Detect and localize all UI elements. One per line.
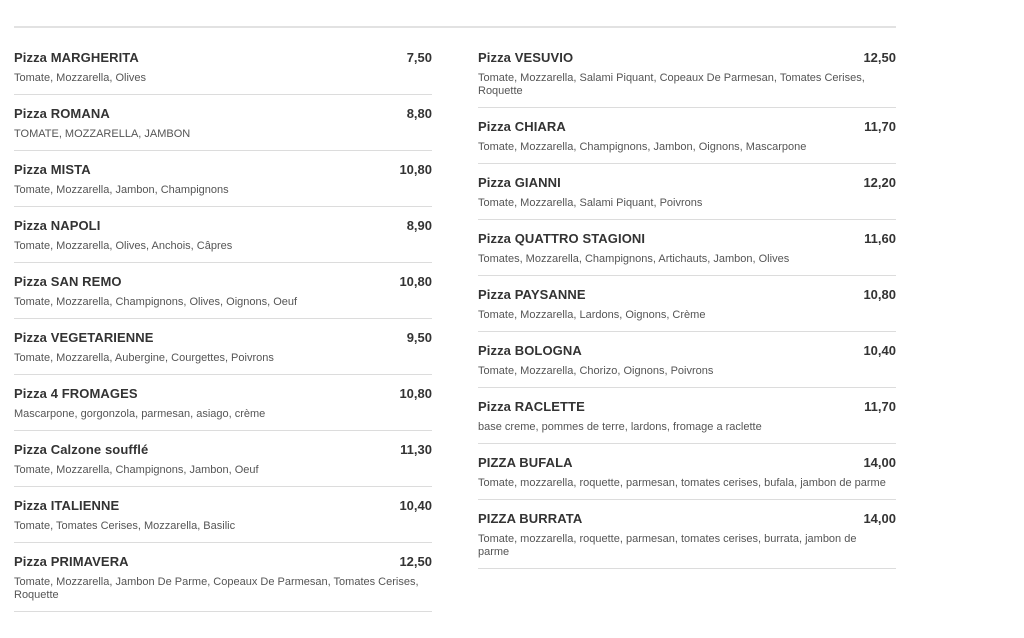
menu-item-header — [478, 287, 896, 305]
menu-item-description: Tomate, Mozzarella, Chorizo, Oignons, Poivrons — [478, 365, 714, 377]
menu-item-description: Tomate, mozzarella, roquette, parmesan, tomates cerises, burrata, jambon de parme — [478, 533, 857, 558]
menu-item-description: Tomate, Mozzarella, Aubergine, Courgettes, Poivrons — [14, 352, 274, 364]
menu-item-price: 11,70 — [864, 119, 896, 134]
menu-item-price: 8,90 — [406, 218, 432, 233]
menu-item-name: PIZZA BURRATA — [478, 511, 583, 526]
menu-item-name: Pizza Calzone soufflé — [14, 442, 149, 457]
menu-item-description: Tomate, Mozzarella, Jambon De Parme, Copeaux De Parmesan, Tomates Cerises, Roquette — [14, 576, 419, 601]
menu-item — [14, 272, 432, 319]
menu-item-description: Tomate, Mozzarella, Olives — [14, 72, 147, 84]
menu-item-header — [14, 554, 432, 572]
menu-item-header — [14, 442, 432, 460]
menu-item — [14, 384, 432, 431]
menu-item — [478, 48, 896, 108]
menu-item-description: Tomate, Mozzarella, Champignons, Jambon, Oeuf — [14, 464, 259, 476]
menu-item — [478, 285, 896, 332]
menu-item-description: Tomate, Mozzarella, Lardons, Oignons, Crème — [478, 309, 706, 321]
menu-item — [14, 496, 432, 543]
menu-item-name: Pizza VEGETARIENNE — [14, 330, 154, 345]
menu-item-name: Pizza ROMANA — [14, 106, 110, 121]
menu-item-header — [14, 106, 432, 124]
menu-item-price: 10,40 — [399, 498, 432, 513]
menu-item-description: Tomate, Mozzarella, Jambon, Champignons — [14, 184, 229, 196]
menu-item-price: 14,00 — [863, 511, 896, 526]
menu-item-header — [478, 343, 896, 361]
menu-item-price: 12,50 — [399, 554, 432, 569]
menu-item — [14, 160, 432, 207]
menu-item-description: Mascarpone, gorgonzola, parmesan, asiago, crème — [14, 408, 266, 420]
menu-item-description: TOMATE, MOZZARELLA, JAMBON — [14, 128, 191, 140]
menu-item-name: Pizza NAPOLI — [14, 218, 101, 233]
menu-item-description: Tomate, Mozzarella, Olives, Anchois, Câpres — [14, 240, 233, 252]
menu-item-description: Tomate, Mozzarella, Salami Piquant, Poivrons — [478, 197, 703, 209]
menu-item-header — [14, 50, 432, 68]
menu-item-name: Pizza SAN REMO — [14, 274, 122, 289]
menu-item-price: 10,80 — [399, 274, 432, 289]
menu-item-header — [478, 175, 896, 193]
menu-item-price: 7,50 — [406, 50, 432, 65]
menu-item-name: Pizza MISTA — [14, 162, 91, 177]
menu-item-header — [478, 399, 896, 417]
menu-item-price: 11,60 — [864, 231, 896, 246]
menu-item-price: 12,50 — [863, 50, 896, 65]
menu-item-header — [14, 274, 432, 292]
menu-item — [478, 509, 896, 569]
menu-item-name: Pizza ITALIENNE — [14, 498, 120, 513]
menu-item-price: 9,50 — [406, 330, 432, 345]
menu-item — [14, 328, 432, 375]
menu-item-header — [14, 162, 432, 180]
menu-item — [478, 341, 896, 388]
menu-item — [14, 104, 432, 151]
menu-item — [478, 117, 896, 164]
menu-item-header — [478, 511, 896, 529]
menu-item-price: 11,70 — [864, 399, 896, 414]
menu-item-name: Pizza BOLOGNA — [478, 343, 582, 358]
menu-item — [478, 173, 896, 220]
menu-item-header — [14, 218, 432, 236]
menu-item — [14, 552, 432, 612]
menu-item-description: Tomate, Mozzarella, Salami Piquant, Copeaux De Parmesan, Tomates Cerises, Roquette — [478, 72, 865, 97]
menu-item-header — [478, 231, 896, 249]
menu-item-price: 14,00 — [863, 455, 896, 470]
menu-item-header — [478, 119, 896, 137]
menu-item-description: Tomates, Mozzarella, Champignons, Artichauts, Jambon, Olives — [478, 253, 790, 265]
menu-item-price: 8,80 — [406, 106, 432, 121]
menu-item-header — [478, 455, 896, 473]
menu-item-name: Pizza CHIARA — [478, 119, 566, 134]
menu-item-description: Tomate, mozzarella, roquette, parmesan, tomates cerises, bufala, jambon de parme — [478, 477, 886, 489]
menu-item-description: Tomate, Mozzarella, Champignons, Jambon, Oignons, Mascarpone — [478, 141, 807, 153]
menu-item-name: Pizza RACLETTE — [478, 399, 585, 414]
menu-item — [478, 397, 896, 444]
menu-item-name: Pizza MARGHERITA — [14, 50, 139, 65]
menu-item-price: 10,80 — [399, 162, 432, 177]
menu-item-description: Tomate, Tomates Cerises, Mozzarella, Basilic — [14, 520, 236, 532]
menu-item — [478, 453, 896, 500]
menu-item — [14, 48, 432, 95]
menu-column-left — [14, 48, 432, 621]
pizza-menu — [14, 48, 896, 621]
menu-item — [478, 229, 896, 276]
menu-item-header — [478, 50, 896, 68]
menu-item-name: Pizza 4 FROMAGES — [14, 386, 138, 401]
menu-item-name: Pizza PAYSANNE — [478, 287, 586, 302]
menu-item-price: 12,20 — [863, 175, 896, 190]
menu-item-header — [14, 386, 432, 404]
menu-item-price: 10,80 — [863, 287, 896, 302]
menu-item-description: base creme, pommes de terre, lardons, fromage a raclette — [478, 421, 762, 433]
menu-item-name: Pizza PRIMAVERA — [14, 554, 129, 569]
menu-item-description: Tomate, Mozzarella, Champignons, Olives, Oignons, Oeuf — [14, 296, 298, 308]
menu-item-name: Pizza QUATTRO STAGIONI — [478, 231, 646, 246]
menu-item-price: 10,40 — [863, 343, 896, 358]
menu-item — [14, 216, 432, 263]
menu-item-name: Pizza VESUVIO — [478, 50, 574, 65]
top-divider — [14, 26, 896, 28]
menu-item-name: Pizza GIANNI — [478, 175, 561, 190]
menu-item-price: 11,30 — [400, 442, 432, 457]
menu-item-header — [14, 498, 432, 516]
menu-item-name: PIZZA BUFALA — [478, 455, 573, 470]
menu-item-header — [14, 330, 432, 348]
menu-column-right — [478, 48, 896, 621]
menu-item — [14, 440, 432, 487]
menu-item-price: 10,80 — [399, 386, 432, 401]
